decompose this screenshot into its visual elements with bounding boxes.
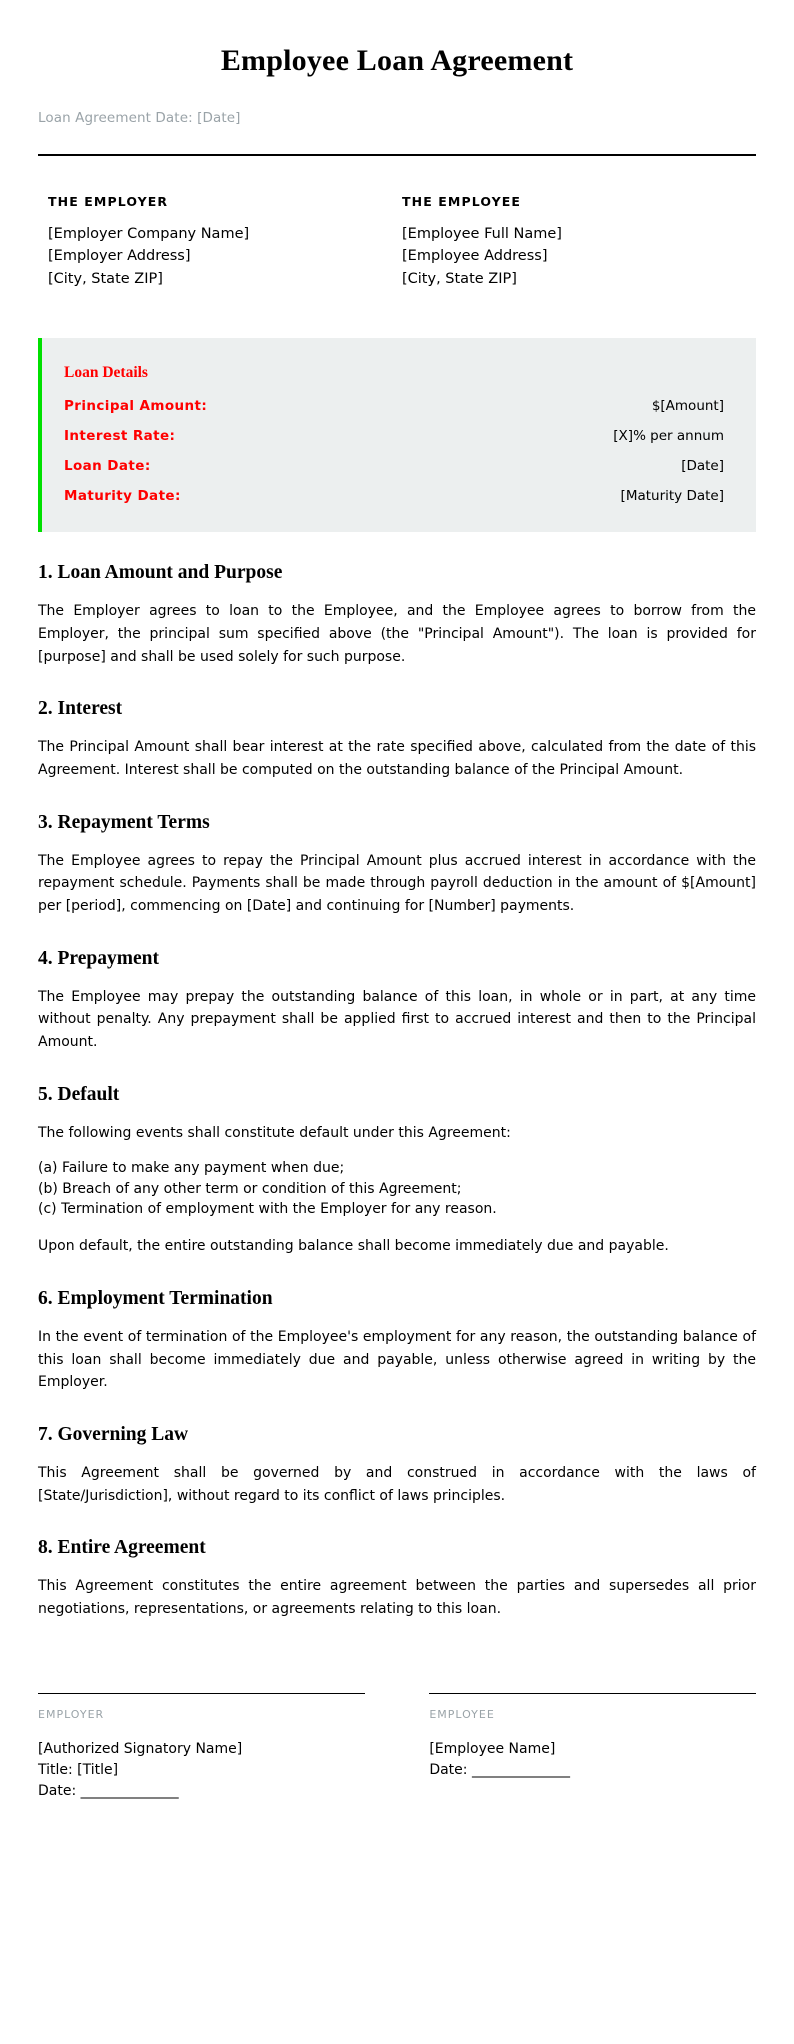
loan-detail-row-interest-rate bbox=[64, 428, 724, 444]
section-heading: 7. Governing Law bbox=[38, 1424, 189, 1446]
section-paragraph: The Employer agrees to loan to the Employee, and the Employee agrees to borrow from the Employer, the principal sum specified above (the "Principal Amount"). The loan is provided for [purpose] and shall be used solely for such purpose. bbox=[38, 603, 756, 665]
section-heading: 4. Prepayment bbox=[38, 947, 159, 969]
default-outro-paragraph: Upon default, the entire outstanding balance shall become immediately due and payable. bbox=[38, 1238, 669, 1255]
loan-detail-label: Loan Date: bbox=[64, 458, 151, 475]
section-5 bbox=[38, 1084, 756, 1258]
section-3 bbox=[38, 812, 756, 918]
list-item: (a) Failure to make any payment when due; bbox=[38, 1160, 345, 1177]
section-paragraph: The Employee agrees to repay the Principal Amount plus accrued interest in accordance with the repayment schedule. Payments shall be made through payroll deduction in the amount of $[Amount] per [period], commencing on [Date] and continuing for [Number] payments. bbox=[38, 852, 756, 915]
section-heading: 2. Interest bbox=[38, 698, 123, 720]
employee-address: [Employee Address] bbox=[402, 248, 548, 265]
loan-detail-row-maturity-date bbox=[64, 488, 724, 504]
loan-details-title: Loan Details bbox=[64, 364, 148, 382]
default-events-list bbox=[38, 1158, 756, 1219]
section-heading: 5. Default bbox=[38, 1083, 120, 1105]
header-divider bbox=[38, 154, 756, 156]
employer-signature-role: EMPLOYER bbox=[38, 1707, 105, 1721]
list-item: (c) Termination of employment with the Employer for any reason. bbox=[38, 1201, 497, 1218]
employee-signature-date: Date: ______________ bbox=[429, 1761, 570, 1778]
employer-city-state-zip: [City, State ZIP] bbox=[48, 270, 163, 287]
loan-details-box bbox=[38, 338, 756, 532]
section-heading: 8. Entire Agreement bbox=[38, 1537, 206, 1559]
loan-detail-value: $[Amount] bbox=[651, 398, 724, 415]
section-paragraph: In the event of termination of the Employee's employment for any reason, the outstanding balance of this loan shall become immediately due and payable, unless otherwise agreed in writing by the Employer. bbox=[38, 1329, 756, 1391]
loan-detail-row-loan-date bbox=[64, 458, 724, 474]
employee-signature-line[interactable] bbox=[429, 1693, 756, 1694]
section-paragraph: The Principal Amount shall bear interest at the rate specified above, calculated from the date of this Agreement. Interest shall be computed on the outstanding balance of the Principal Amount. bbox=[38, 739, 756, 779]
signature-block bbox=[38, 1693, 756, 1842]
section-paragraph: This Agreement constitutes the entire agreement between the parties and supersedes all prior negotiations, representations, or agreements relating to this loan. bbox=[38, 1578, 756, 1618]
employer-company-name: [Employer Company Name] bbox=[48, 226, 250, 242]
section-heading: 6. Employment Termination bbox=[38, 1288, 273, 1310]
employee-city-state-zip: [City, State ZIP] bbox=[402, 270, 517, 287]
section-6 bbox=[38, 1288, 756, 1394]
section-2 bbox=[38, 698, 756, 781]
default-intro-paragraph: The following events shall constitute default under this Agreement: bbox=[38, 1124, 511, 1141]
section-heading: 3. Repayment Terms bbox=[38, 811, 210, 833]
section-4 bbox=[38, 948, 756, 1054]
loan-detail-value: [X]% per annum bbox=[613, 428, 724, 445]
section-1 bbox=[38, 562, 756, 668]
employer-signature-date: Date: ______________ bbox=[38, 1782, 179, 1799]
section-paragraph: This Agreement shall be governed by and construed in accordance with the laws of [State/Jurisdiction], without regard to its conflict of laws principles. bbox=[38, 1465, 756, 1504]
employer-party bbox=[48, 194, 402, 290]
loan-detail-row-principal-amount bbox=[64, 398, 724, 414]
loan-detail-label: Principal Amount: bbox=[64, 398, 208, 415]
agreement-date-line: Loan Agreement Date: [Date] bbox=[38, 110, 241, 126]
employee-signature-role: EMPLOYEE bbox=[429, 1707, 495, 1721]
employer-signature-column bbox=[38, 1693, 365, 1802]
employer-address: [Employer Address] bbox=[48, 248, 191, 265]
page-title: Employee Loan Agreement bbox=[220, 44, 574, 77]
loan-detail-value: [Date] bbox=[681, 458, 724, 475]
section-8 bbox=[38, 1537, 756, 1620]
employee-full-name: [Employee Full Name] bbox=[402, 226, 562, 242]
section-paragraph: The Employee may prepay the outstanding balance of this loan, in whole or in part, at any time without penalty. Any prepayment shall be applied first to accrued interest and then to the Principal Amount. bbox=[38, 988, 756, 1051]
list-item: (b) Breach of any other term or condition of this Agreement; bbox=[38, 1180, 462, 1197]
employee-signatory-name: [Employee Name] bbox=[429, 1740, 556, 1757]
employee-party bbox=[402, 194, 756, 290]
loan-detail-label: Maturity Date: bbox=[64, 488, 181, 505]
loan-detail-label: Interest Rate: bbox=[64, 428, 176, 445]
parties-block bbox=[38, 194, 756, 290]
section-7 bbox=[38, 1424, 756, 1507]
employee-heading: THE EMPLOYEE bbox=[402, 194, 522, 209]
employee-signature-column bbox=[429, 1693, 756, 1802]
loan-detail-value: [Maturity Date] bbox=[620, 488, 724, 505]
employer-signatory-name: [Authorized Signatory Name] bbox=[38, 1740, 243, 1757]
employer-signatory-title: Title: [Title] bbox=[38, 1761, 119, 1778]
section-heading: 1. Loan Amount and Purpose bbox=[38, 562, 283, 584]
employer-heading: THE EMPLOYER bbox=[48, 194, 169, 209]
employer-signature-line[interactable] bbox=[38, 1693, 365, 1694]
